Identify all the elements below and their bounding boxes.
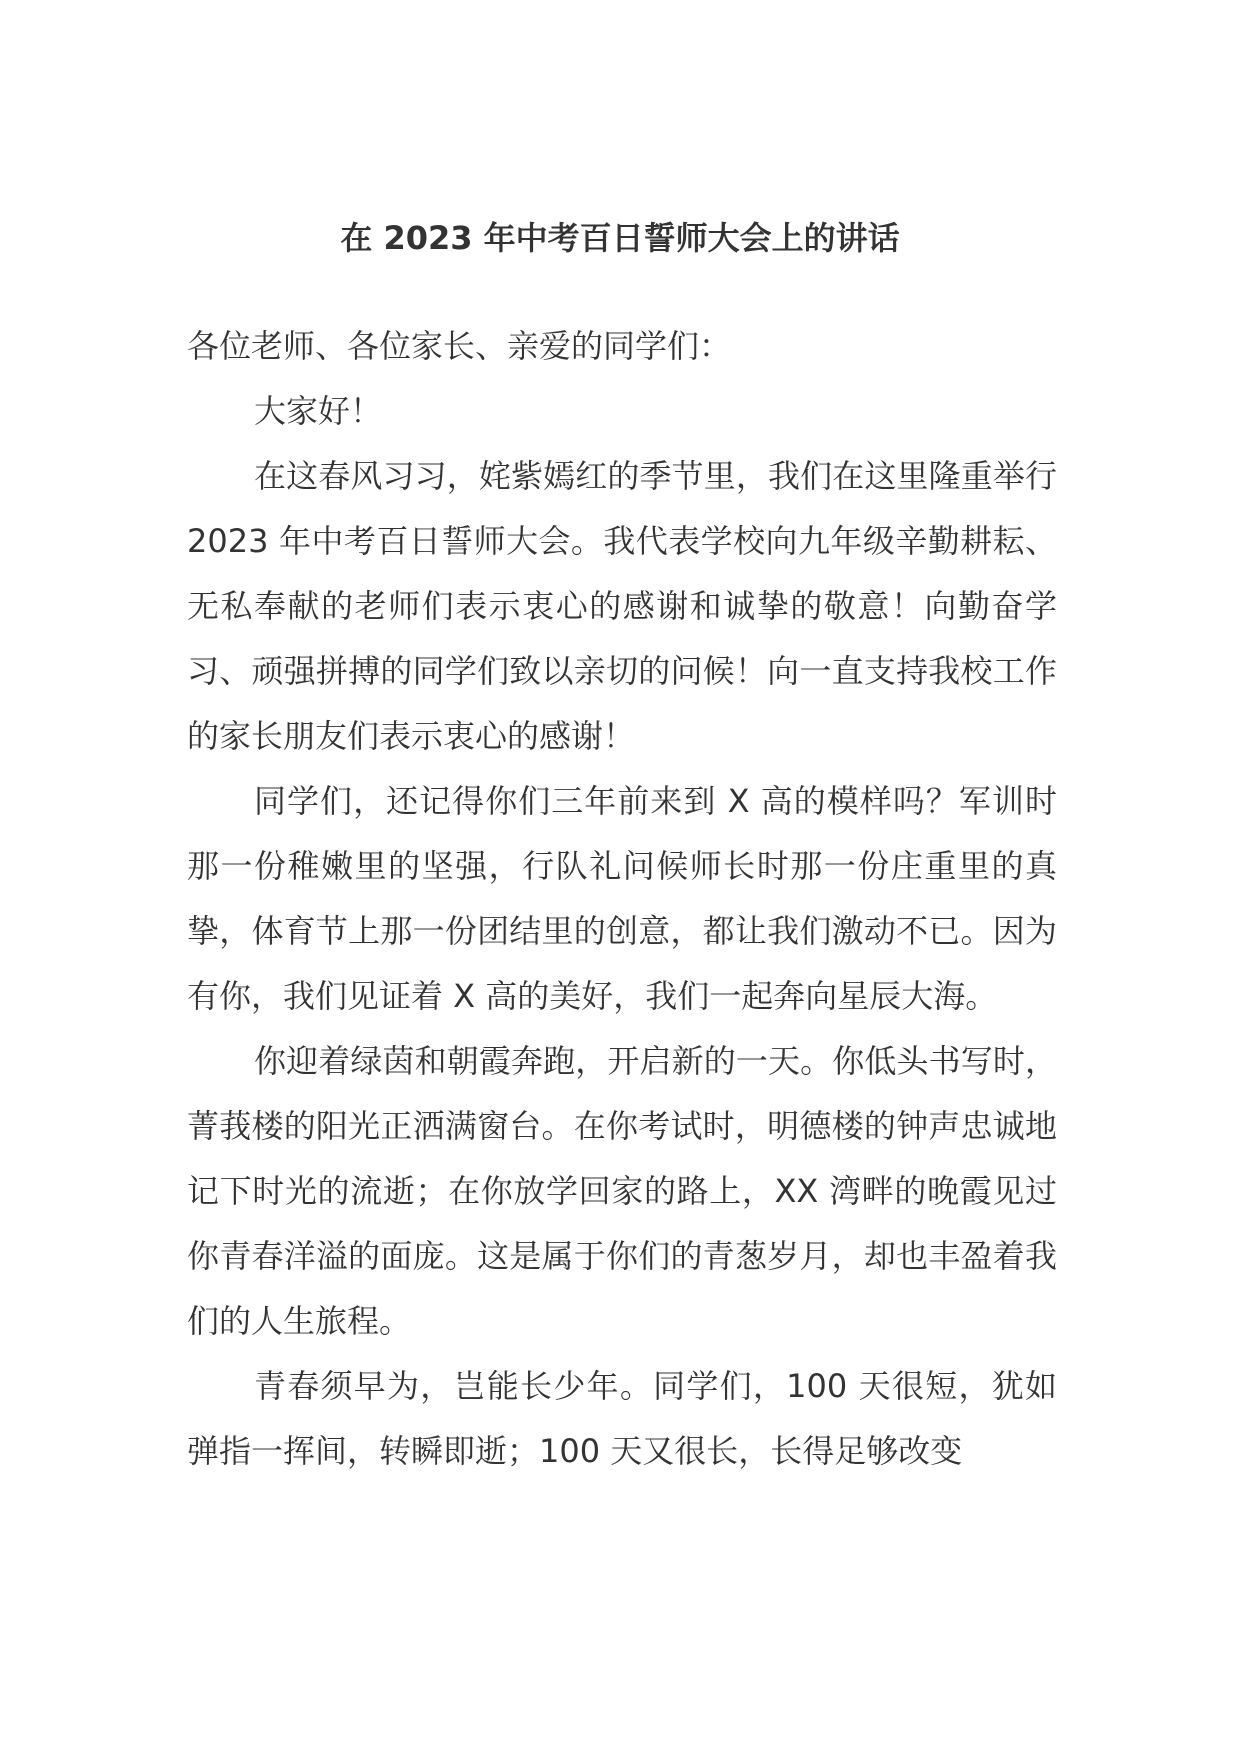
paragraph-greeting: 大家好！ <box>254 392 383 430</box>
document-title: 在 2023 年中考百日誓师大会上的讲话 <box>340 219 900 257</box>
paragraph: 青春须早为，岂能长少年。同学们，100 天很短，犹如弹指一挥间，转瞬即逝；100 天又很长，长得足够改变 <box>187 1367 1057 1470</box>
paragraph: 在这春风习习，姹紫嫣红的季节里，我们在这里隆重举行 2023 年中考百日誓师大会。我代表学校向九年级辛勤耕耘、无私奉献的老师们表示衷心的感谢和诚挚的敬意！向勤奋学习、顽强拼搏的同学们致以亲切的问候！向一直支持我校工作的家长朋友们表示衷心的感谢！ <box>187 457 1057 755</box>
document-body <box>187 314 1057 1484</box>
paragraph: 同学们，还记得你们三年前来到 X 高的模样吗？军训时那一份稚嫩里的坚强，行队礼问候师长时那一份庄重里的真挚，体育节上那一份团结里的创意，都让我们激动不已。因为有你，我们见证着 X 高的美好，我们一起奔向星辰大海。 <box>187 782 1057 1015</box>
paragraph: 你迎着绿茵和朝霞奔跑，开启新的一天。你低头书写时，菁莪楼的阳光正洒满窗台。在你考试时，明德楼的钟声忠诚地记下时光的流逝；在你放学回家的路上，XX 湾畔的晚霞见过你青春洋溢的面庞。这是属于你们的青葱岁月，却也丰盈着我们的人生旅程。 <box>187 1042 1057 1340</box>
salutation: 各位老师、各位家长、亲爱的同学们： <box>187 327 732 365</box>
